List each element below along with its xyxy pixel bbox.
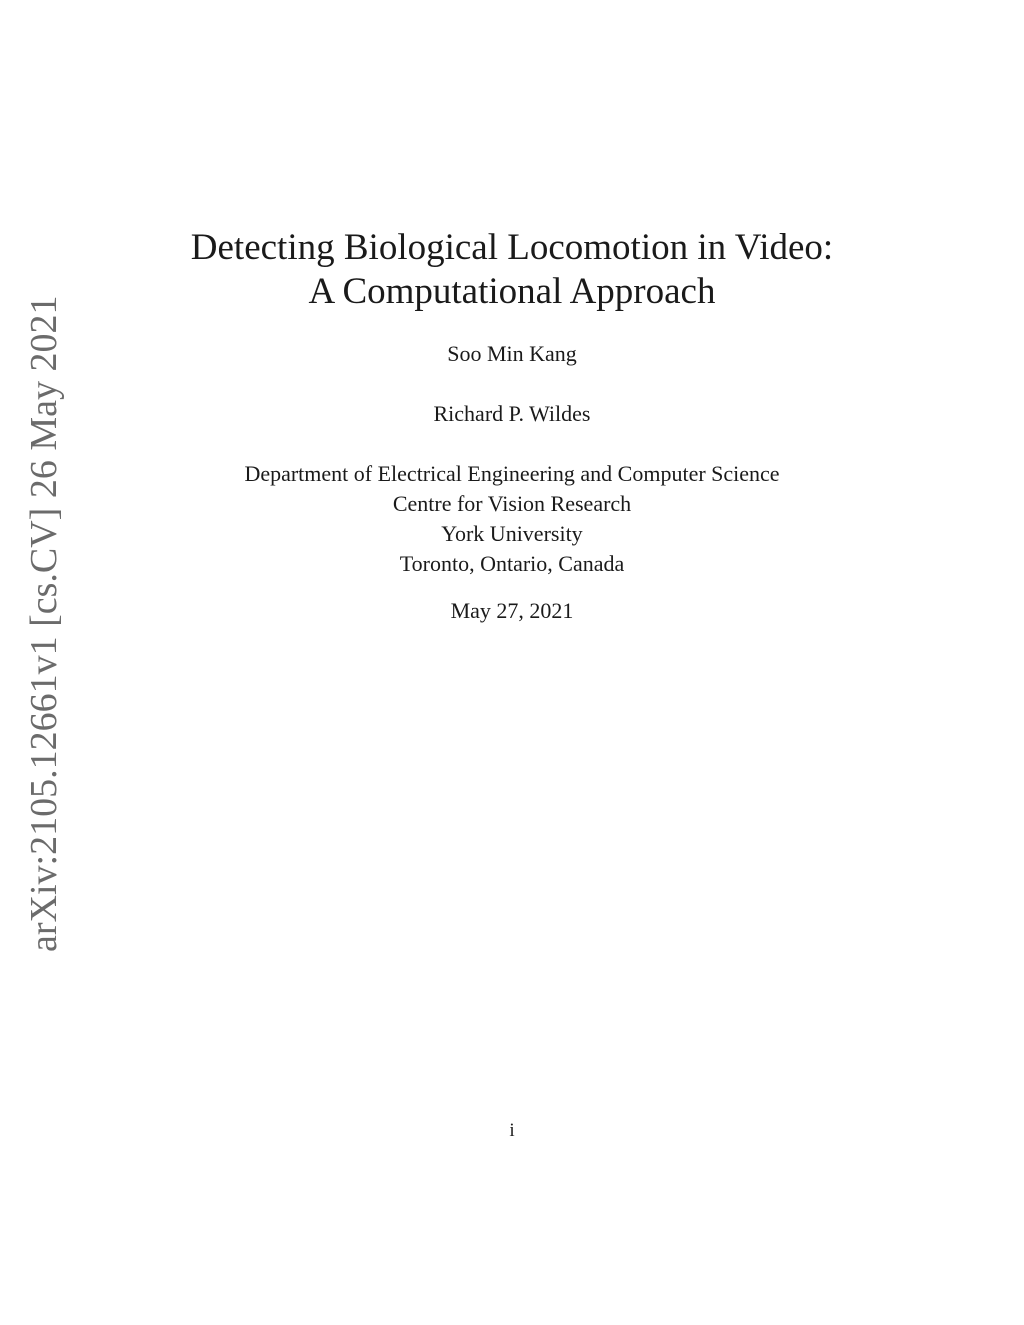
paper-title: [0, 226, 1024, 314]
title-line-1: Detecting Biological Locomotion in Video:: [190, 227, 834, 268]
author-name: Soo Min Kang: [447, 341, 577, 366]
affiliation-location: Toronto, Ontario, Canada: [399, 551, 625, 576]
publication-date: May 27, 2021: [450, 598, 574, 623]
arxiv-identifier-stamp: arXiv:2105.12661v1 [cs.CV] 26 May 2021: [23, 295, 65, 952]
affiliation-department: Department of Electrical Engineering and Computer Science: [244, 461, 780, 486]
affiliation-centre: Centre for Vision Research: [392, 491, 632, 516]
affiliation-block: [0, 459, 1024, 579]
author-name: Richard P. Wildes: [433, 401, 591, 426]
page-number: i: [509, 1120, 515, 1141]
affiliation-university: York University: [441, 521, 583, 546]
title-line-2: A Computational Approach: [308, 271, 716, 312]
